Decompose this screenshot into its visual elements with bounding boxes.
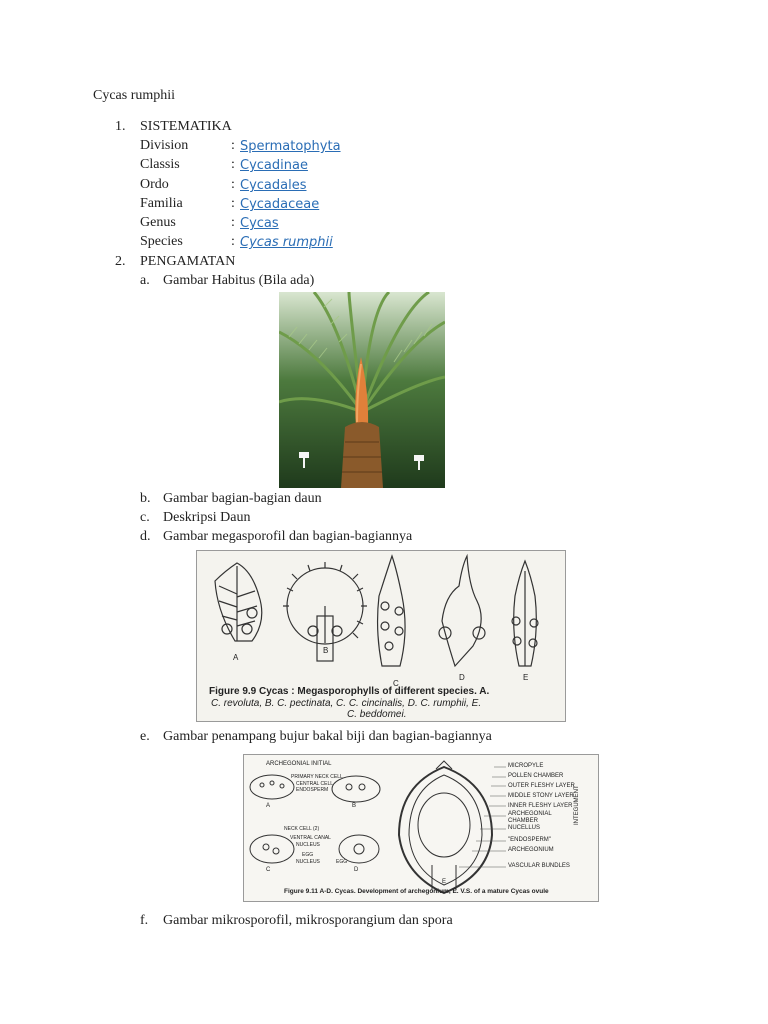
ovule-label: VENTRAL CANAL [290, 835, 331, 841]
megasporophyll-label: A [233, 653, 239, 662]
section-heading-sistematika: SISTEMATIKA [140, 119, 232, 134]
ovule-label: NUCELLUS [508, 825, 541, 831]
item-habitus-text: Gambar Habitus (Bila ada) [163, 273, 315, 288]
ovule-label: ARCHEGONIAL [508, 811, 552, 817]
ovule-label: MICROPYLE [508, 763, 544, 769]
page-title: Cycas rumphii [93, 88, 176, 103]
taxonomy-rank: Species [140, 234, 183, 249]
taxonomy-separator: : [231, 177, 235, 192]
ovule-panel-letter: A [266, 803, 271, 809]
taxonomy-rank: Classis [140, 157, 180, 172]
taxonomy-separator: : [231, 215, 235, 230]
item-letter: b. [140, 491, 151, 506]
taxonomy-link-familia[interactable]: Cycadaceae [240, 197, 320, 212]
taxonomy-link-division[interactable]: Spermatophyta [240, 139, 341, 154]
taxonomy-rank: Division [140, 138, 189, 153]
ovule-label: VASCULAR BUNDLES [508, 863, 570, 869]
item-leaf-description-text: Deskripsi Daun [163, 510, 251, 525]
item-megasporophyll-text: Gambar megasporofil dan bagian-bagiannya [163, 529, 413, 544]
taxonomy-link-classis[interactable]: Cycadinae [240, 158, 308, 173]
taxonomy-separator: : [231, 138, 235, 153]
taxonomy-link-ordo[interactable]: Cycadales [240, 178, 307, 193]
megasporophyll-caption-1: Figure 9.9 Cycas : Megasporophylls of different species. A. [209, 686, 490, 697]
ovule-label: PRIMARY NECK CELL [291, 774, 343, 780]
megasporophyll-label: D [459, 673, 465, 682]
ovule-label: EGG [336, 859, 348, 865]
megasporophyll-label: B [323, 646, 329, 655]
item-letter: e. [140, 729, 150, 744]
integument-label: INTEGUMENT [574, 785, 580, 825]
ovule-label: "ENDOSPERM" [508, 837, 551, 843]
section-number-2: 2. [115, 254, 126, 269]
ovule-panel-letter: B [352, 803, 357, 809]
taxonomy-separator: : [231, 234, 235, 249]
megasporophyll-caption-3: C. beddomei. [347, 709, 407, 720]
ovule-label: CHAMBER [508, 818, 539, 824]
habitus-photo [279, 292, 445, 488]
item-microsporophyll-text: Gambar mikrosporofil, mikrosporangium dan spora [163, 913, 453, 928]
section-number-1: 1. [115, 119, 126, 134]
ovule-label: OUTER FLESHY LAYER [508, 783, 575, 789]
taxonomy-link-genus[interactable]: Cycas [240, 216, 279, 231]
ovule-label: NUCLEUS [296, 842, 320, 848]
ovule-label: INNER FLESHY LAYER [508, 803, 573, 809]
taxonomy-rank: Ordo [140, 177, 169, 192]
taxonomy-separator: : [231, 196, 235, 211]
ovule-label: NECK CELL (2) [284, 826, 320, 832]
item-letter: a. [140, 273, 150, 288]
ovule-label: POLLEN CHAMBER [508, 773, 564, 779]
ovule-label: ARCHEGONIUM [508, 847, 554, 853]
ovule-panel-letter: C [266, 867, 271, 873]
ovule-label: EGG [302, 852, 314, 858]
item-leaf-parts-text: Gambar bagian-bagian daun [163, 491, 322, 506]
item-letter: d. [140, 529, 151, 544]
ovule-label: CENTRAL CELL [296, 781, 334, 787]
taxonomy-rank: Familia [140, 196, 183, 211]
ovule-caption: Figure 9.11 A-D. Cycas. Development of archegonium, E. V.S. of a mature Cycas ovule [284, 888, 549, 895]
megasporophyll-label: E [523, 673, 529, 682]
taxonomy-rank: Genus [140, 215, 176, 230]
taxonomy-separator: : [231, 157, 235, 172]
ovule-label: NUCLEUS [296, 859, 320, 865]
section-heading-pengamatan: PENGAMATAN [140, 254, 236, 269]
ovule-panel-letter: D [354, 867, 359, 873]
ovule-figure [243, 754, 599, 902]
ovule-panel-letter: E [442, 879, 447, 885]
megasporophyll-label: C [393, 679, 399, 688]
megasporophyll-caption-2: C. revoluta, B. C. pectinata, C. C. cincinalis, D. C. rumphii, E. [211, 698, 482, 709]
item-letter: c. [140, 510, 150, 525]
item-ovule-section-text: Gambar penampang bujur bakal biji dan bagian-bagiannya [163, 729, 492, 744]
item-letter: f. [140, 913, 149, 928]
megasporophyll-figure [196, 550, 566, 722]
ovule-label: ARCHEGONIAL INITIAL [266, 761, 332, 767]
ovule-label: MIDDLE STONY LAYER [508, 793, 574, 799]
taxonomy-link-species[interactable]: Cycas rumphii [240, 235, 333, 250]
ovule-label: ENDOSPERM [296, 787, 329, 793]
